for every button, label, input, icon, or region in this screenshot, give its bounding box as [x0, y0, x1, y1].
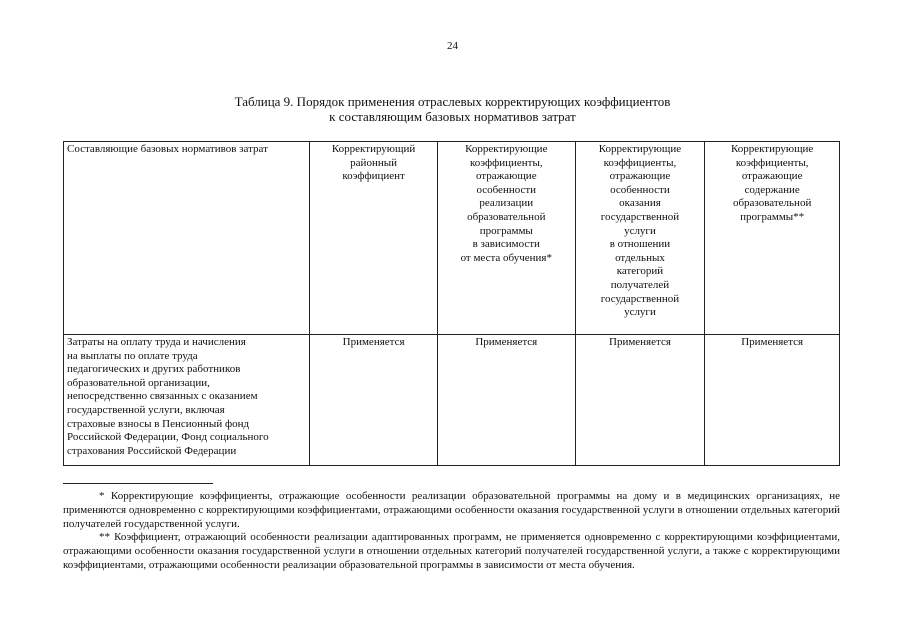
- row-value-cell: Применяется: [705, 335, 840, 466]
- row-value-cell: Применяется: [310, 335, 438, 466]
- footnotes: [63, 490, 840, 573]
- header-cell-location-coefficients: Корректирующие коэффициенты, отражающие особенности реализации образовательной программы в зависимости от места обучения*: [437, 142, 575, 335]
- header-cell-program-content-coefficients: Корректирующие коэффициенты, отражающие содержание образовательной программы**: [705, 142, 840, 335]
- table-title: [0, 94, 905, 124]
- page-number: 24: [447, 40, 458, 52]
- row-value-cell: Применяется: [575, 335, 705, 466]
- table-header-row: [64, 142, 840, 335]
- coefficients-table: [63, 141, 840, 466]
- table-title-line-1: Таблица 9. Порядок применения отраслевых корректирующих коэффициентов: [234, 94, 671, 109]
- header-cell-recipient-category-coefficients: Корректирующие коэффициенты, отражающие особенности оказания государственной услуги в отношении отдельных категорий получателей государственной услуги: [575, 142, 705, 335]
- footnote-divider: [63, 483, 213, 484]
- footnote-1: * Корректирующие коэффициенты, отражающие особенности реализации образовательной программы на дому и в медицинских организациях, не применяются одновременно с корректирующими коэффициентами, отражающими особенности оказания государственной услуги в отношении отдельных категорий получателей государственной услуги.: [63, 490, 840, 530]
- row-component-cell: Затраты на оплату труда и начисления на выплаты по оплате труда педагогических и других работников образовательной организации, непосредственно связанных с оказанием государственной услуги, включая страховые взносы в Пенсионный фонд Российской Федерации, Фонд социального страхования Российской Федерации: [64, 335, 310, 466]
- table-row: [64, 335, 840, 466]
- table-title-line-2: к составляющим базовых нормативов затрат: [329, 109, 576, 124]
- header-cell-components: Составляющие базовых нормативов затрат: [64, 142, 310, 335]
- header-cell-regional-coefficient: Корректирующий районный коэффициент: [310, 142, 438, 335]
- row-value-cell: Применяется: [437, 335, 575, 466]
- footnote-2: ** Коэффициент, отражающий особенности реализации адаптированных программ, не применяется одновременно с корректирующими коэффициентами, отражающими особенности оказания государственной услуги в отношении отдельных категорий получателей государственной услуги, а также с корректирующими коэффициентами, отражающими особенности реализации образовательной программы в зависимости от места обучения.: [63, 531, 840, 571]
